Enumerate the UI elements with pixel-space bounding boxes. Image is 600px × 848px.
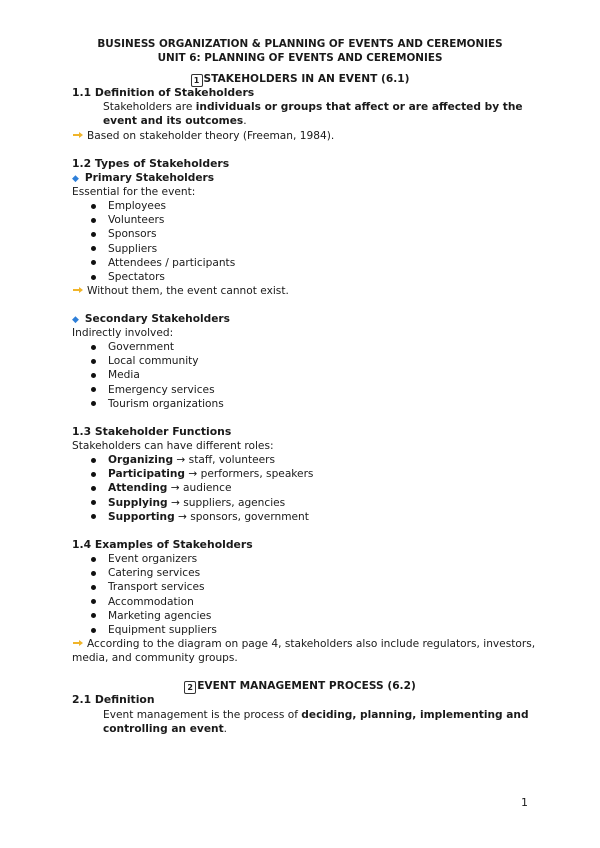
- list-item: Volunteers: [91, 213, 164, 227]
- keycap-number-icon: 2: [184, 681, 196, 694]
- unit-title: UNIT 6: PLANNING OF EVENTS AND CEREMONIES: [157, 52, 443, 64]
- list-item: Government: [91, 340, 174, 354]
- pointing-hand-icon: [72, 285, 84, 295]
- bullet-icon: [91, 599, 96, 604]
- bullet-icon: [91, 401, 96, 406]
- pointing-hand-icon: [72, 638, 84, 648]
- list-item: Transport services: [91, 580, 205, 594]
- bullet-icon: [91, 613, 96, 618]
- list-item: Spectators: [91, 270, 165, 284]
- list-item: Accommodation: [91, 595, 194, 609]
- list-item: Equipment suppliers: [91, 623, 217, 637]
- bullet-icon: [91, 500, 96, 505]
- blue-diamond-icon: ◆: [72, 315, 79, 325]
- blue-diamond-icon: ◆: [72, 174, 79, 184]
- em-definition-line-2: controlling an event.: [103, 723, 228, 735]
- theory-note: Based on stakeholder theory (Freeman, 1984).: [72, 129, 334, 143]
- bullet-icon: [91, 628, 96, 633]
- bullet-icon: [91, 246, 96, 251]
- secondary-intro: Indirectly involved:: [72, 327, 174, 339]
- diagram-note-line-1: According to the diagram on page 4, stakeholders also include regulators, investors,: [72, 637, 535, 651]
- bullet-icon: [91, 514, 96, 519]
- list-item: Organizing → staff, volunteers: [91, 453, 275, 467]
- bullet-icon: [91, 345, 96, 350]
- bullet-icon: [91, 486, 96, 491]
- heading-1-4: 1.4 Examples of Stakeholders: [72, 538, 253, 551]
- list-item: Attending → audience: [91, 481, 231, 495]
- list-item: Event organizers: [91, 552, 197, 566]
- document-title: BUSINESS ORGANIZATION & PLANNING OF EVENTS AND CEREMONIES: [97, 38, 503, 50]
- list-item: Catering services: [91, 566, 200, 580]
- list-item: Local community: [91, 354, 199, 368]
- section-1-heading: 1 STAKEHOLDERS IN AN EVENT (6.1): [0, 72, 600, 87]
- list-item: Employees: [91, 199, 166, 213]
- bullet-icon: [91, 472, 96, 477]
- list-item: Media: [91, 368, 140, 382]
- list-item: Marketing agencies: [91, 609, 211, 623]
- primary-stakeholders-heading: ◆ Primary Stakeholders: [72, 172, 215, 184]
- bullet-icon: [91, 204, 96, 209]
- bullet-icon: [91, 359, 96, 364]
- list-item: Supporting → sponsors, government: [91, 510, 309, 524]
- bullet-icon: [91, 373, 96, 378]
- bullet-icon: [91, 260, 96, 265]
- list-item: Emergency services: [91, 383, 215, 397]
- heading-1-2: 1.2 Types of Stakeholders: [72, 157, 230, 170]
- bullet-icon: [91, 557, 96, 562]
- bullet-icon: [91, 585, 96, 590]
- primary-intro: Essential for the event:: [72, 186, 196, 198]
- list-item: Tourism organizations: [91, 397, 224, 411]
- list-item: Attendees / participants: [91, 256, 235, 270]
- diagram-note-line-2: media, and community groups.: [72, 652, 238, 664]
- bullet-icon: [91, 571, 96, 576]
- bullet-icon: [91, 275, 96, 280]
- em-definition-line-1: Event management is the process of deciding, planning, implementing and: [103, 709, 529, 721]
- list-item: Supplying → suppliers, agencies: [91, 496, 285, 510]
- heading-1-1: 1.1 Definition of Stakeholders: [72, 86, 255, 99]
- section-2-heading: 2 EVENT MANAGEMENT PROCESS (6.2): [0, 679, 600, 694]
- functions-intro: Stakeholders can have different roles:: [72, 440, 274, 452]
- bullet-icon: [91, 458, 96, 463]
- bullet-icon: [91, 218, 96, 223]
- secondary-stakeholders-heading: ◆ Secondary Stakeholders: [72, 313, 230, 325]
- definition-line-1: Stakeholders are individuals or groups that affect or are affected by the: [103, 101, 523, 113]
- definition-line-2: event and its outcomes.: [103, 115, 247, 127]
- pointing-hand-icon: [72, 130, 84, 140]
- list-item: Participating → performers, speakers: [91, 467, 313, 481]
- list-item: Sponsors: [91, 227, 157, 241]
- page-number: 1: [521, 796, 528, 809]
- primary-note: Without them, the event cannot exist.: [72, 284, 289, 298]
- heading-2-1: 2.1 Definition: [72, 693, 155, 706]
- bullet-icon: [91, 232, 96, 237]
- bullet-icon: [91, 387, 96, 392]
- keycap-number-icon: 1: [191, 74, 203, 87]
- heading-1-3: 1.3 Stakeholder Functions: [72, 425, 232, 438]
- list-item: Suppliers: [91, 242, 157, 256]
